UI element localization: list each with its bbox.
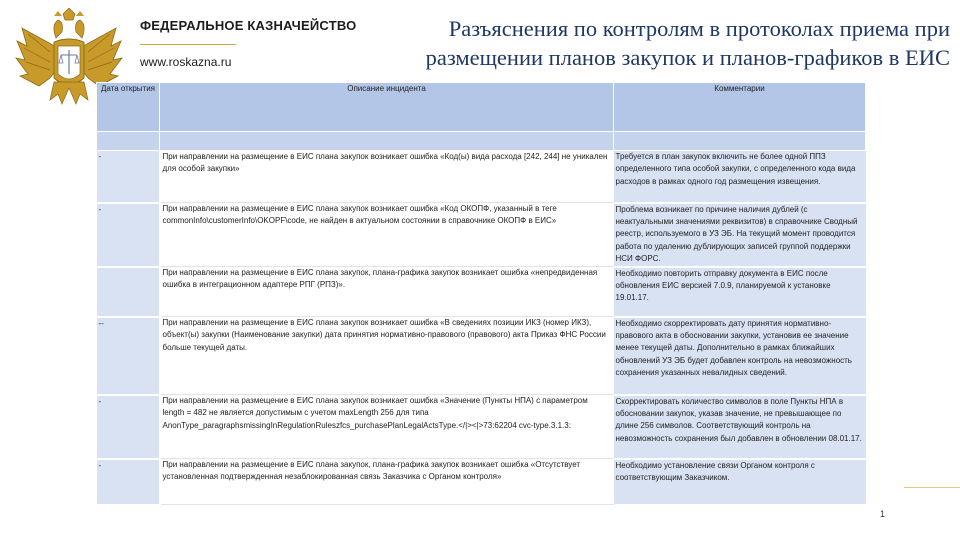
cell-description: При направлении на размещение в ЕИС плана закупок, плана-графика закупок возникает ошибка «непредвиденная ошибка в интеграционном адаптере РПГ (РПЗ)». — [160, 267, 614, 317]
cell-date — [97, 267, 160, 317]
cell-comment: Необходимо установление связи Органом контроля с соответствующим Заказчиком. — [614, 459, 866, 505]
decorative-line — [904, 487, 960, 488]
cell-description: При направлении на размещение в ЕИС плана закупок возникает ошибка «Значение (Пункты НПА) с параметром length = 482 не является допустимым с учетом maxLength 256 для типа AnonType_paragraphsmissingInRegulationRuleszfcs_purchasePlanLegalActsType.</|><|>73:62204 cvc-type.3.1.3: — [160, 395, 614, 459]
cell-comment: Необходимо скорректировать дату принятия нормативно-правового акта в обосновании закупки, установив ее значение менее текущей даты. Дополнительно в рамках ближайших обновлений УЗ ЭБ будет добавлен контроль на невозможность сохранения указанных невалидных сведений. — [614, 317, 866, 395]
table-header-row — [97, 83, 866, 132]
cell-comment: Скорректировать количество символов в поле Пункты НПА в обосновании закупок, указав значение, не превышающее по длине 256 символов. Соответствующий контроль на невозможность сохранения был добавлен в обновлении 08.01.17. — [614, 395, 866, 459]
page-title — [310, 14, 950, 72]
cell-description: При направлении на размещение в ЕИС плана закупок возникает ошибка «Код(ы) вида расхода [242, 244] не уникален для особой закупки» — [160, 151, 614, 203]
title-line-1: Разъяснения по контролям в протоколах приема при — [448, 16, 950, 41]
cell-comment: Требуется в план закупок включить не более одной ППЗ определенного типа особой закупки, с определенного кода вида расходов в рамках одного год размещения извещения. — [614, 151, 866, 203]
table-spacer-row — [97, 132, 866, 151]
table-row — [97, 317, 866, 395]
table-row — [97, 395, 866, 459]
cell-date: - — [97, 395, 160, 459]
cell-date: - — [97, 459, 160, 505]
table-row — [97, 267, 866, 317]
title-line-2: размещении планов закупок и планов-графиков в ЕИС — [425, 45, 950, 70]
column-header-date: Дата открытия — [97, 83, 160, 132]
cell-date: - — [97, 203, 160, 267]
page-number: 1 — [880, 509, 886, 519]
cell-description: При направлении на размещение в ЕИС плана закупок возникает ошибка «Код ОКОПФ, указанный в теге commonInfo\customerInfo\OKOPF\code, не найден в актуальном состоянии в справочнике ОКОПФ в ЕИС» — [160, 203, 614, 267]
cell-comment: Проблема возникает по причине наличия дублей (с неактуальными значениями реквизитов) в справочнике Сводный реестр, используемого в УЗ ЭБ. На текущий момент проводится работа по удалению дублирующих записей группой поддержки НСИ ФОРС. — [614, 203, 866, 267]
table-row — [97, 459, 866, 505]
column-header-description: Описание инцидента — [160, 83, 614, 132]
cell-comment: Необходимо повторить отправку документа в ЕИС после обновления ЕИС версией 7.0.9, планируемой к установке 19.01.17. — [614, 267, 866, 317]
brand-divider — [140, 44, 236, 45]
table-row — [97, 151, 866, 203]
brand-name: ФЕДЕРАЛЬНОЕ КАЗНАЧЕЙСТВО — [140, 18, 357, 33]
cell-date: -- — [97, 317, 160, 395]
incidents-table — [96, 82, 866, 506]
cell-date: - — [97, 151, 160, 203]
brand-url-link[interactable]: www.roskazna.ru — [140, 55, 232, 69]
table-row — [97, 203, 866, 267]
column-header-comments: Комментарии — [614, 83, 866, 132]
cell-description: При направлении на размещение в ЕИС плана закупок, плана-графика закупок возникает ошибка «Отсутствует установленная подтвержденная незаблокированная связь Заказчика с Органом контроля» — [160, 459, 614, 505]
cell-description: При направлении на размещение в ЕИС плана закупок возникает ошибка «В сведениях позиции ИКЗ (номер ИКЗ), объект(ы) закупки (Наименование закупки) дата принятия нормативно-правового (правового) акта Приказ ФНС России больше текущей даты. — [160, 317, 614, 395]
